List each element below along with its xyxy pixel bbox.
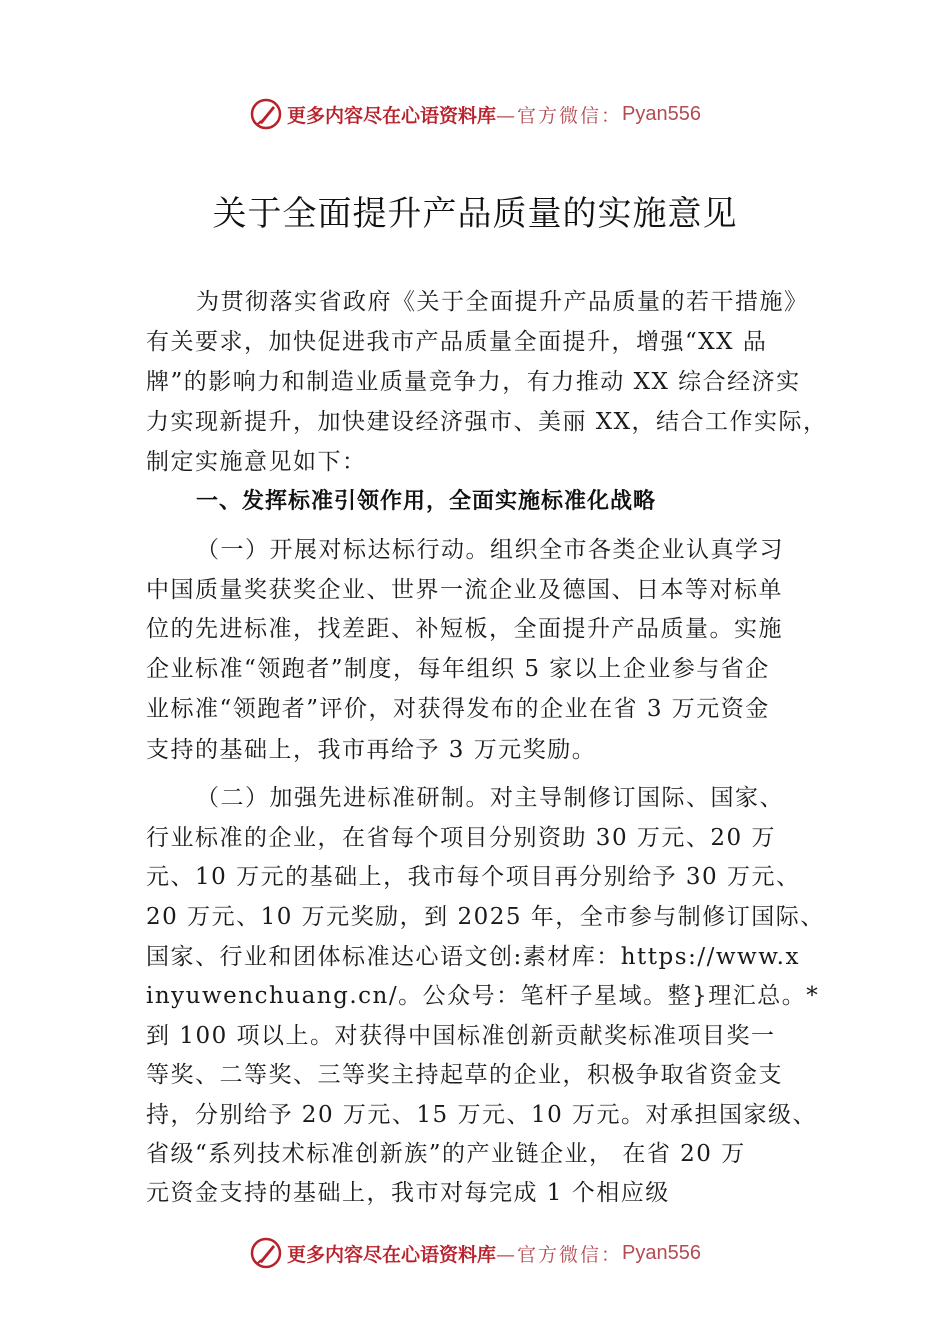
watermark-official-label: —官方微信： (496, 1243, 623, 1266)
watermark-wechat-id: Pyan556 (622, 102, 701, 125)
intro-line: 制定实施意见如下： (146, 449, 367, 475)
item2-line: 持，分别给予 20 万元、15 万元、10 万元。对承担国家级、 (146, 1102, 818, 1128)
item2-line: 国家、行业和团体标准达心语文创:素材库：https://www.x (146, 944, 800, 970)
item2-line: 元资金支持的基础上，我市对每完成 1 个相应级 (146, 1180, 670, 1206)
watermark-brand: 更多内容尽在心语资料库 (287, 1243, 497, 1266)
item1-line: 中国质量奖获奖企业、世界一流企业及德国、日本等对标单 (146, 577, 783, 603)
item2-line: （二）加强先进标准研制。对主导制修订国际、国家、 (196, 785, 784, 811)
item2-line: 到 100 项以上。对获得中国标准创新贡献奖标准项目奖一 (146, 1023, 776, 1049)
intro-line: 力实现新提升，加快建设经济强市、美丽 XX，结合工作实际， (146, 409, 828, 435)
item2-line: 等奖、二等奖、三等奖主持起草的企业，积极争取省资金支 (146, 1062, 783, 1088)
item1-line: 企业标准“领跑者”制度，每年组织 5 家以上企业参与省企 (146, 656, 770, 682)
item1-line: （一）开展对标达标行动。组织全市各类企业认真学习 (196, 537, 784, 563)
quill-circle-icon (249, 97, 283, 131)
item2-line: 20 万元、10 万元奖励，到 2025 年，全市参与制修订国际、 (146, 904, 825, 930)
item1-line: 位的先进标准，找差距、补短板，全面提升产品质量。实施 (146, 616, 783, 642)
item2-line: 元、10 万元的基础上，我市每个项目再分别给予 30 万元、 (146, 864, 801, 890)
item2-line: inyuwenchuang.cn/。公众号：笔杆子星域。整}理汇总。* (146, 983, 820, 1009)
item2-line: 行业标准的企业，在省每个项目分别资助 30 万元、20 万 (146, 825, 776, 851)
watermark-wechat-id: Pyan556 (622, 1241, 701, 1264)
watermark-brand: 更多内容尽在心语资料库 (287, 104, 497, 127)
item1-line: 支持的基础上，我市再给予 3 万元奖励。 (146, 737, 597, 763)
intro-line: 有关要求，加快促进我市产品质量全面提升，增强“XX 品 (146, 329, 768, 355)
watermark-official-label: —官方微信： (496, 104, 623, 127)
header-watermark (0, 94, 950, 134)
document-title: 关于全面提升产品质量的实施意见 (212, 194, 738, 234)
item1-line: 业标准“领跑者”评价，对获得发布的企业在省 3 万元资金 (146, 696, 770, 722)
section-heading: 一、发挥标准引领作用，全面实施标准化战略 (196, 489, 657, 514)
quill-circle-icon (249, 1236, 283, 1270)
item2-line: 省级“系列技术标准创新族”的产业链企业， 在省 20 万 (146, 1141, 746, 1167)
intro-line: 牌”的影响力和制造业质量竞争力，有力推动 XX 综合经济实 (146, 369, 801, 395)
intro-line: 为贯彻落实省政府《关于全面提升产品质量的若干措施》 (196, 289, 809, 315)
footer-watermark (0, 1233, 950, 1273)
